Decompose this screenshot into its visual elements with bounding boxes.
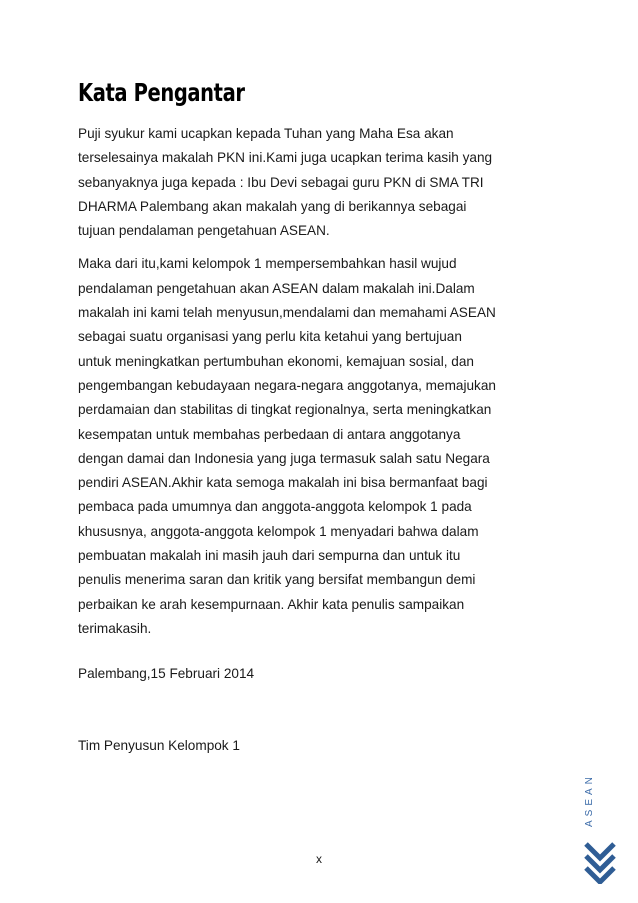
paragraph-line: pendalaman pengetahuan akan ASEAN dalam makalah ini.Dalam xyxy=(78,280,475,296)
paragraph-line: kesempatan untuk membahas perbedaan di antara anggotanya xyxy=(78,426,461,442)
paragraph-line: dengan damai dan Indonesia yang juga termasuk salah satu Negara xyxy=(78,450,490,466)
signature: Tim Penyusun Kelompok 1 xyxy=(78,738,240,753)
paragraph-line: Maka dari itu,kami kelompok 1 mempersembahkan hasil wujud xyxy=(78,256,457,272)
paragraph-line: pembaca pada umumnya dan anggota-anggota kelompok 1 pada xyxy=(78,499,472,515)
paragraph-line: perdamaian dan stabilitas di tingkat regionalnya, serta meningkatkan xyxy=(78,402,492,418)
paragraph-line: pendiri ASEAN.Akhir kata semoga makalah ini bisa bermanfaat bagi xyxy=(78,475,488,491)
side-label-asean: ASEAN xyxy=(584,773,595,827)
paragraph-intro xyxy=(78,122,568,243)
paragraph-line: pengembangan kebudayaan negara-negara anggotanya, memajukan xyxy=(78,377,496,393)
paragraph-line: tujuan pendalaman pengetahuan ASEAN. xyxy=(78,223,330,239)
date-line: Palembang,15 Februari 2014 xyxy=(78,666,255,681)
paragraph-line: Puji syukur kami ucapkan kepada Tuhan yang Maha Esa akan xyxy=(78,126,454,141)
paragraph-line: terselesainya makalah PKN ini.Kami juga ucapkan terima kasih yang xyxy=(78,150,493,166)
document-body xyxy=(78,122,568,641)
paragraph-main xyxy=(78,252,568,641)
chevron-upper xyxy=(586,844,614,858)
paragraph-line: terimakasih. xyxy=(78,620,152,636)
paragraph-line: perbaikan ke arah kesempurnaan. Akhir kata penulis sampaikan xyxy=(78,596,465,612)
page-title: Kata Pengantar xyxy=(78,78,245,107)
paragraph-line: untuk meningkatkan pertumbuhan ekonomi, kemajuan sosial, dan xyxy=(78,353,474,369)
double-chevron-down-icon xyxy=(583,838,617,884)
paragraph-line: pembuatan makalah ini masih jauh dari sempurna dan untuk itu xyxy=(78,548,461,564)
page-number: x xyxy=(316,852,322,866)
paragraph-line: sebanyaknya juga kepada : Ibu Devi sebagai guru PKN di SMA TRI xyxy=(78,174,484,190)
paragraph-line: makalah ini kami telah menyusun,mendalami dan memahami ASEAN xyxy=(78,305,496,321)
paragraph-line: khususnya, anggota-anggota kelompok 1 menyadari bahwa dalam xyxy=(78,523,479,539)
paragraph-line: DHARMA Palembang akan makalah yang di berikannya sebagai xyxy=(78,198,467,214)
paragraph-line: sebagai suatu organisasi yang perlu kita ketahui yang bertujuan xyxy=(78,329,462,345)
paragraph-line: penulis menerima saran dan kritik yang bersifat membangun demi xyxy=(78,572,476,588)
